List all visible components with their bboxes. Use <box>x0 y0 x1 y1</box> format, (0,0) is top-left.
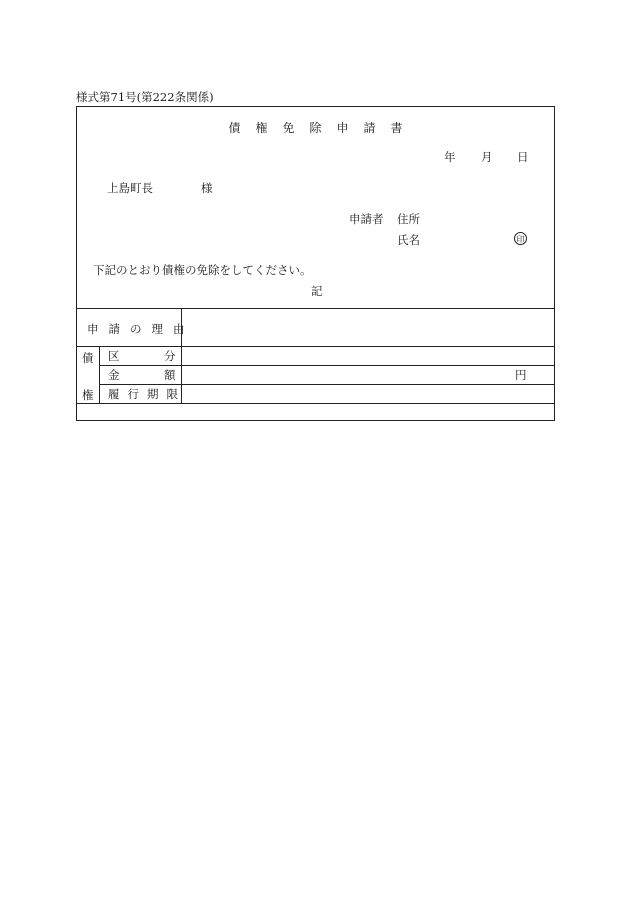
ki-heading: 記 <box>311 284 323 298</box>
applicant-address-label: 住所 <box>397 212 420 226</box>
debt-exemption-application-form <box>76 106 555 421</box>
group-label-bottom: 権 <box>82 388 94 402</box>
applicant-label: 申請者 <box>349 212 384 226</box>
deadline-label: 履行期限 <box>108 387 186 401</box>
date-year-label: 年 <box>444 150 456 164</box>
form-number-caption: 様式第71号(第222条関係) <box>76 90 214 104</box>
form-title: 債権免除申請書 <box>228 121 418 135</box>
amount-label-second: 額 <box>164 368 176 382</box>
date-day-label: 日 <box>517 150 529 164</box>
category-label-first: 区 <box>108 349 120 363</box>
deadline-input-cell[interactable] <box>182 385 554 403</box>
addressee-name: 上島町長 <box>107 181 153 195</box>
addressee-honorific: 様 <box>201 181 213 195</box>
category-input-cell[interactable] <box>182 347 554 365</box>
category-label-second: 分 <box>164 349 176 363</box>
request-statement: 下記のとおり債権の免除をしてください。 <box>93 263 312 277</box>
applicant-name-label: 氏名 <box>397 233 420 247</box>
reason-label <box>87 321 195 337</box>
deadline-row-bottom-border <box>77 403 554 404</box>
group-label-top: 債 <box>82 351 94 365</box>
amount-input-cell[interactable] <box>182 366 554 384</box>
reason-label-text: 申請の理由 <box>87 322 195 336</box>
seal-mark: 印 <box>514 232 527 245</box>
amount-label-first: 金 <box>108 368 120 382</box>
amount-unit: 円 <box>515 368 527 382</box>
date-month-label: 月 <box>481 150 493 164</box>
reason-input-cell[interactable] <box>182 309 554 346</box>
group-column-divider <box>99 346 100 403</box>
